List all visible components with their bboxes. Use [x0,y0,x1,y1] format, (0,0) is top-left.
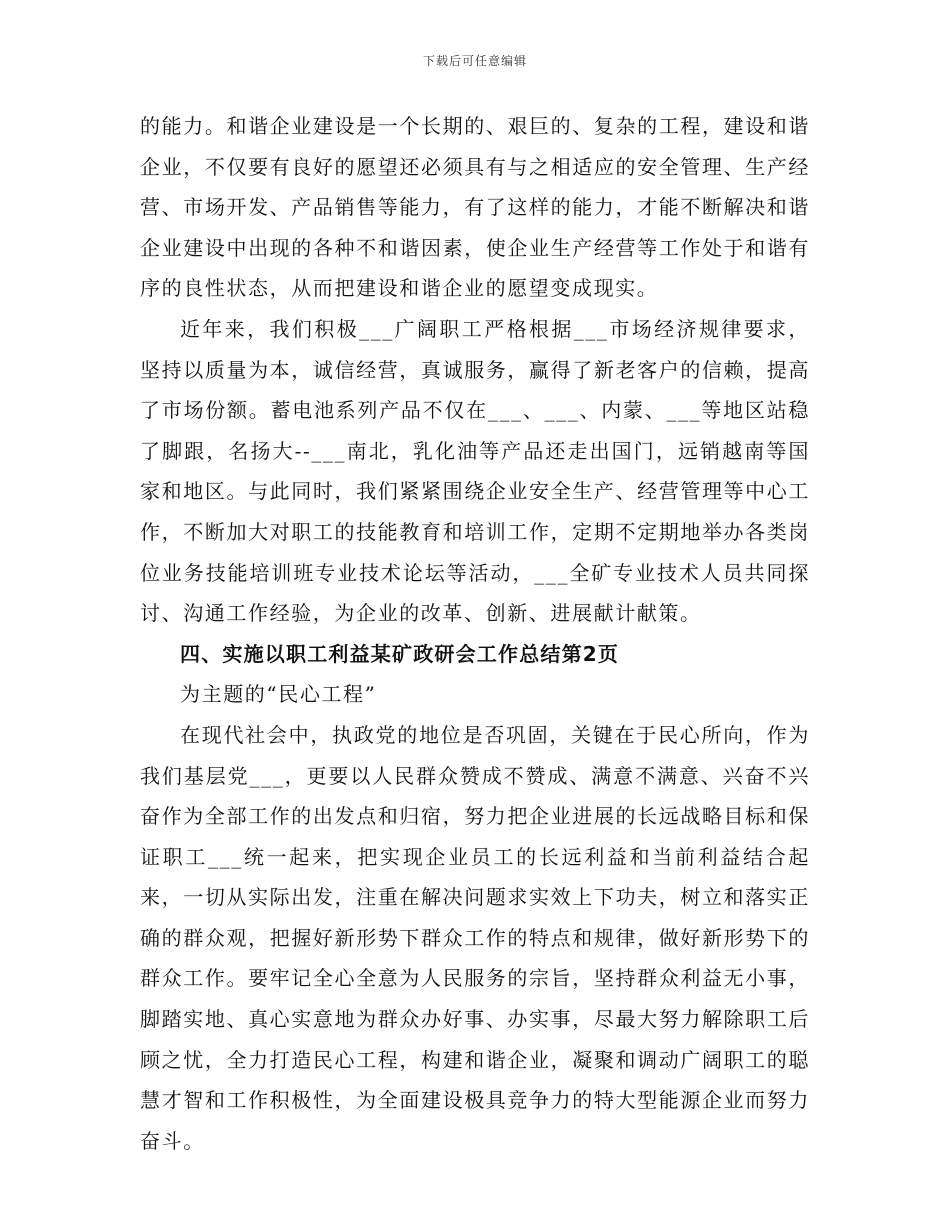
paragraph-continued: 的能力。和谐企业建设是一个长期的、艰巨的、复杂的工程，建设和谐企业，不仅要有良好的愿望还必须具有与之相适应的安全管理、生产经营、市场开发、产品销售等能力，有了这样的能力，才能不断解决和谐企业建设中出现的各种不和谐因素，使企业生产经营等工作处于和谐有序的良性状态，从而把建设和谐企业的愿望变成现实。 [140,114,810,301]
document-body [140,106,810,1161]
section-heading: 四、实施以职工利益某矿政研会工作总结第2页 [180,641,620,666]
paragraph-recent-years: 近年来，我们积极___广阔职工严格根据___市场经济规律要求，坚持以质量为本，诚信经营，真诚服务，赢得了新老客户的信赖，提高了市场份额。蓄电池系列产品不仅在___、___、内蒙、___等地区站稳了脚跟，名扬大--___南北，乳化油等产品还走出国门，远销越南等国家和地区。与此同时，我们紧紧围绕企业安全生产、经营管理等中心工作，不断加大对职工的技能教育和培训工作，定期不定期地举办各类岗位业务技能培训班专业技术论坛等活动，___全矿专业技术人员共同探讨、沟通工作经验，为企业的改革、创新、进展献计献策。 [140,316,810,626]
paragraph-modern-society: 在现代社会中，执政党的地位是否巩固，关键在于民心所向，作为我们基层党___，更要以人民群众赞成不赞成、满意不满意、兴奋不兴奋作为全部工作的出发点和归宿，努力把企业进展的长远战略目标和保证职工___统一起来，把实现企业员工的长远利益和当前利益结合起来，一切从实际出发，注重在解决问题求实效上下功夫，树立和落实正确的群众观，把握好新形势下群众工作的特点和规律，做好新形势下的群众工作。要牢记全心全意为人民服务的宗旨，坚持群众利益无小事，脚踏实地、真心实意地为群众办好事、办实事，尽最大努力解除职工后顾之忧，全力打造民心工程，构建和谐企业，凝聚和调动广阔职工的聪慧才智和工作积极性，为全面建设极具竞争力的特大型能源企业而努力奋斗。 [140,722,810,1153]
section-subtitle: 为主题的“民心工程” [180,682,377,707]
page-header: 下载后可任意编辑 [422,54,527,68]
